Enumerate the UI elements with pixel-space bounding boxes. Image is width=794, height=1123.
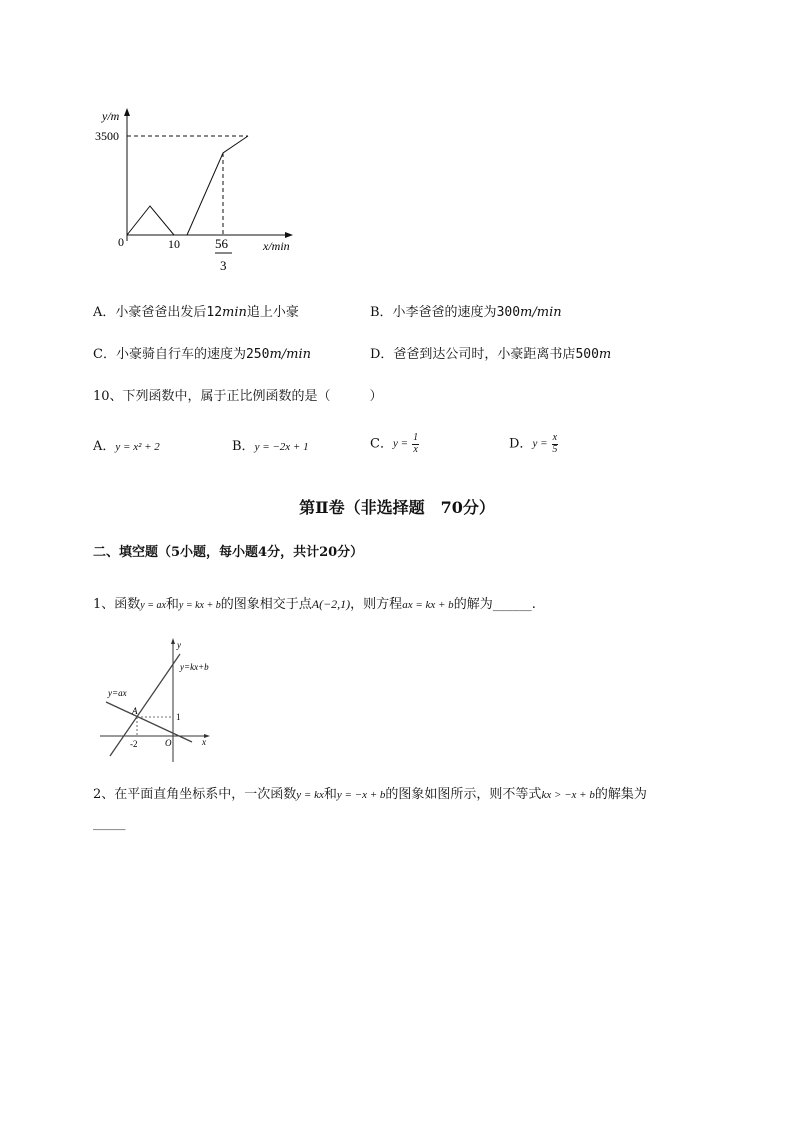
fig2-x-label: x <box>202 737 206 747</box>
y-tick-3500: 3500 <box>95 129 119 143</box>
xiaohao-path-line <box>127 206 174 235</box>
q10-d-denominator: 5 <box>552 443 558 455</box>
origin-label: 0 <box>118 235 124 249</box>
option-d-value: 500 <box>575 347 599 362</box>
option-c-value: 250 <box>245 347 270 362</box>
x-axis-arrow <box>285 232 293 238</box>
q10-d-fraction <box>552 433 558 455</box>
fill2-p3: 的图象如图所示，则不等式 <box>385 787 542 802</box>
option-c-unit: m/min <box>269 347 312 362</box>
fill1-e1: y = ax <box>140 600 166 611</box>
fill1-p2: 和 <box>165 597 179 612</box>
q10-c-lhs: y = <box>392 437 409 450</box>
fig2-tick-1: 1 <box>176 712 181 722</box>
fig2-kxb-label: y=kx+b <box>180 662 209 672</box>
option-b-value: 300 <box>496 305 521 320</box>
option-d-unit: m <box>598 347 612 362</box>
q10-d-numerator: x <box>552 432 558 443</box>
q10-c-fraction <box>412 433 419 455</box>
fill1-p3: 的图象相交于点 <box>220 597 312 612</box>
option-a-unit: min <box>222 305 247 320</box>
option-b-unit: m/min <box>520 305 562 320</box>
option-a-suffix: 追上小豪 <box>246 305 299 320</box>
fig2-point-a: A <box>132 706 138 716</box>
fig2-y-label: y <box>177 640 181 650</box>
q10-d-lhs: y = <box>532 437 548 450</box>
x-tick-3: 3 <box>220 258 227 273</box>
section-2-title: 第Ⅱ卷（非选择题 70分） <box>299 498 495 517</box>
fill1-e2: y = kx + b <box>178 600 221 611</box>
q10-option-b[interactable] <box>232 440 309 453</box>
intersecting-lines-graph <box>98 634 218 768</box>
q10-c-denominator: x <box>413 443 418 455</box>
fill2-p2: 和 <box>323 787 337 802</box>
fill2-e2: y = −x + b <box>336 789 386 801</box>
fill2-p4: 的解集为 <box>594 787 647 802</box>
fill-question-1 <box>93 598 536 611</box>
option-d-prefix: D．爸爸到达公司时，小豪距离书店 <box>370 347 576 362</box>
q10-a-expr: y = x² + 2 <box>115 441 160 453</box>
fig2-y-arrow <box>171 638 175 644</box>
q10-b-expr: y = −2x + 1 <box>254 441 309 453</box>
q9-option-c[interactable] <box>93 348 311 361</box>
fig2-ax-label: y=ax <box>108 688 127 698</box>
q10-option-c[interactable] <box>370 433 419 455</box>
q10-d-label: D． <box>509 436 533 452</box>
fig2-origin: O <box>165 738 172 748</box>
y-axis-label: y/m <box>102 109 120 123</box>
q10-c-label: C． <box>370 436 393 452</box>
x-tick-10: 10 <box>168 237 180 251</box>
option-a-value: 12 <box>206 305 223 320</box>
fill2-answer-blank[interactable]: _____ <box>93 816 126 831</box>
x-tick-56: 56 <box>215 236 228 251</box>
fill-in-heading: 二、填空题（5小题，每小题4分，共计20分） <box>93 545 364 560</box>
fill-question-2 <box>93 788 647 801</box>
fill1-p5: 的解为______. <box>453 597 536 612</box>
fill2-p1: 2、在平面直角坐标系中，一次函数 <box>93 787 297 802</box>
fill1-e3: A(−2,1) <box>311 597 351 611</box>
fill2-e1: y = kx <box>296 789 324 801</box>
q10-option-d[interactable] <box>509 433 558 455</box>
x-axis-label: x/min <box>263 239 290 253</box>
q10-c-numerator: 1 <box>413 432 419 443</box>
option-a-prefix: A．小豪爸爸出发后 <box>93 305 207 320</box>
fill1-p4: ，则方程 <box>350 597 403 612</box>
dad-path-line <box>187 136 248 235</box>
q10-a-label: A． <box>93 439 116 454</box>
q10-stem: 10、下列函数中，属于正比例函数的是（ ） <box>93 389 383 404</box>
q10-option-a[interactable] <box>93 440 160 453</box>
fill1-p1: 1、函数 <box>93 597 141 612</box>
fill2-e3: kx > −x + b <box>541 789 595 801</box>
q9-option-d[interactable] <box>370 348 611 361</box>
y-axis-arrow <box>124 108 130 116</box>
q10-b-label: B． <box>232 439 255 454</box>
option-b-prefix: B．小李爸爸的速度为 <box>370 305 497 320</box>
q9-option-a[interactable] <box>93 306 299 319</box>
fig2-tick-neg2: -2 <box>130 739 138 749</box>
q9-option-b[interactable] <box>370 306 562 319</box>
distance-time-graph <box>90 104 320 284</box>
option-c-prefix: C．小豪骑自行车的速度为 <box>93 347 246 362</box>
fill1-e4: ax = kx + b <box>402 599 454 611</box>
